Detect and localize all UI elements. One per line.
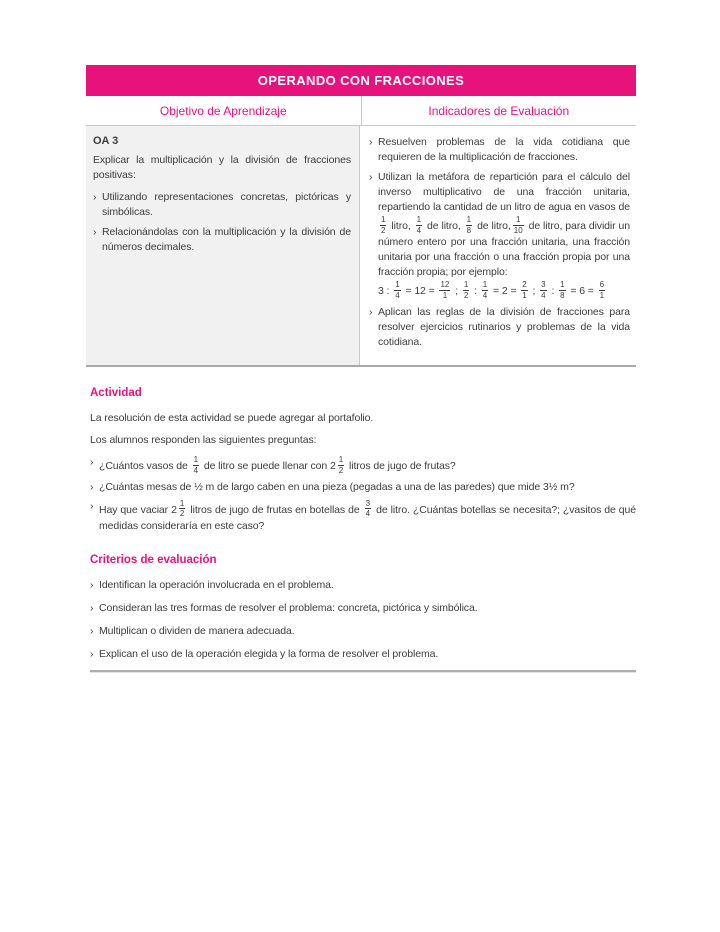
criteria-text: Explican el uso de la operación elegida y la forma de resolver el problema. [99, 647, 439, 660]
question-item [90, 480, 636, 495]
indicator-bullet [369, 170, 630, 300]
bullet-marker: › [93, 191, 97, 203]
actividad-section [86, 387, 636, 533]
fraction: $\frac{1}{8}$ [560, 280, 565, 300]
objective-bullet [93, 190, 351, 220]
fraction: $\frac{1}{4}$ [395, 280, 400, 300]
fraction: $\frac{1}{2}$ [381, 215, 386, 235]
bullet-marker: › [93, 226, 97, 238]
fraction: $\frac{1}{8}$ [466, 215, 472, 235]
table-header-row [86, 96, 636, 126]
bullet-marker: › [90, 624, 94, 637]
criterios-section [86, 554, 636, 662]
fraction: $\frac{1}{4}$ [416, 215, 422, 235]
bullet-marker: › [369, 171, 373, 183]
bottom-divider [90, 670, 636, 673]
bullet-marker: › [90, 578, 94, 591]
question-item [90, 455, 636, 475]
table-title: OPERANDO CON FRACCIONES [86, 65, 636, 96]
criteria-item [90, 647, 636, 662]
criteria-text: Multiplican o dividen de manera adecuada. [99, 624, 295, 637]
fraction: $\frac{1}{2}$ [463, 280, 469, 300]
indicadores-cell [360, 126, 636, 365]
actividad-paragraph: La resolución de esta actividad se puede agregar al portafolio. [90, 412, 374, 425]
fraction: $\frac{3}{4}$ [365, 498, 371, 519]
indicator-bullet-text: Aplican las reglas de la división de fracciones para resolver ejercicios rutinarios y problemas de la vida cotidiana. [378, 306, 630, 349]
question-text: ¿Cuántos vasos de $\frac{1}{4}$ de litro se puede llenar con 2 $\frac{1}{2}$ litros de jugo de frutas? [99, 455, 456, 475]
objective-bullet [93, 225, 351, 255]
actividad-heading: Actividad [90, 387, 142, 400]
bullet-marker: › [369, 136, 373, 148]
criteria-list [90, 578, 636, 662]
criteria-item [90, 578, 636, 593]
criteria-text: Consideran las tres formas de resolver el problema: concreta, pictórica y simbólica. [99, 601, 478, 614]
objetivo-cell [86, 126, 360, 365]
indicator-bullet-text: Utilizan la metáfora de repartición para el cálculo del inverso multiplicativo de una fracción unitaria, repartiendo la cantidad de un litro de agua en vasos de $\frac{1}{2}$ litro, $\frac{1}{4}$ de litro, $\frac{1}{8}$ de litro, $\frac{1}{10}$ de litro, para dividir un número entero por una fracción unitaria, una fracción unitaria por una fracción o una fracción propia por una fracción propia; por ejemplo: 3 : $\frac{1}{4}$ = 12 = $\frac{12}{1}$ ; $\frac{1}{2}$ : $\frac{1}{4}$ = 2 = $\frac{2}{1}$ ; $\frac{3}{4}$ : $\frac{1}{8}$ = 6 = $\frac{6}{1}$ [378, 171, 630, 300]
column-header-objetivo: Objetivo de Aprendizaje [86, 96, 362, 125]
bullet-marker: › [90, 480, 94, 493]
fraction: $\frac{1}{4}$ [193, 455, 199, 475]
column-header-indicadores: Indicadores de Evaluación [428, 104, 570, 118]
oa-code: OA 3 [93, 135, 119, 147]
bullet-marker: › [90, 456, 94, 469]
fraction: $\frac{1}{4}$ [482, 280, 488, 300]
objective-bullet-text: Utilizando representaciones concretas, pictóricas y simbólicas. [102, 191, 351, 218]
oa-intro: Explicar la multiplicación y la división de fracciones positivas: [93, 154, 351, 181]
table-body-row [86, 126, 636, 367]
actividad-paragraph: Los alumnos responden las siguientes preguntas: [90, 434, 317, 447]
fraction: $\frac{1}{2}$ [338, 455, 344, 475]
fraction: $\frac{6}{1}$ [599, 280, 605, 300]
criteria-text: Identifican la operación involucrada en el problema. [99, 578, 334, 591]
criterios-heading: Criterios de evaluación [90, 553, 217, 566]
fraction: $\frac{1}{2}$ [179, 498, 185, 519]
question-item [90, 499, 636, 534]
bullet-marker: › [90, 601, 94, 614]
fraction: $\frac{3}{4}$ [541, 280, 546, 300]
indicator-bullet-text: Resuelven problemas de la vida cotidiana que requieren de la multiplicación de fracciones. [378, 136, 630, 163]
questions-list [90, 455, 636, 533]
fraction: $\frac{2}{1}$ [522, 280, 527, 300]
indicator-bullet [369, 305, 630, 350]
objective-bullet-text: Relacionándolas con la multiplicación y la división de números decimales. [102, 226, 351, 253]
bullet-marker: › [90, 499, 94, 512]
fraction: $\frac{1}{10}$ [513, 215, 523, 235]
indicator-bullet [369, 135, 630, 165]
question-text: ¿Cuántas mesas de ½ m de largo caben en una pieza (pegadas a una de las paredes) que mide 3½ m? [99, 480, 575, 493]
criteria-item [90, 601, 636, 616]
document-content [86, 65, 636, 673]
bullet-marker: › [90, 647, 94, 660]
criteria-item [90, 624, 636, 639]
bullet-marker: › [369, 306, 373, 319]
fraction: $\frac{12}{1}$ [440, 280, 450, 300]
question-text: Hay que vaciar 2 $\frac{1}{2}$ litros de jugo de frutas en botellas de $\frac{3}{4}$ de litro. ¿Cuántas botellas se necesita?; ¿vasitos de qué medidas consideraría en este caso? [99, 498, 636, 532]
oa-table [86, 65, 636, 367]
